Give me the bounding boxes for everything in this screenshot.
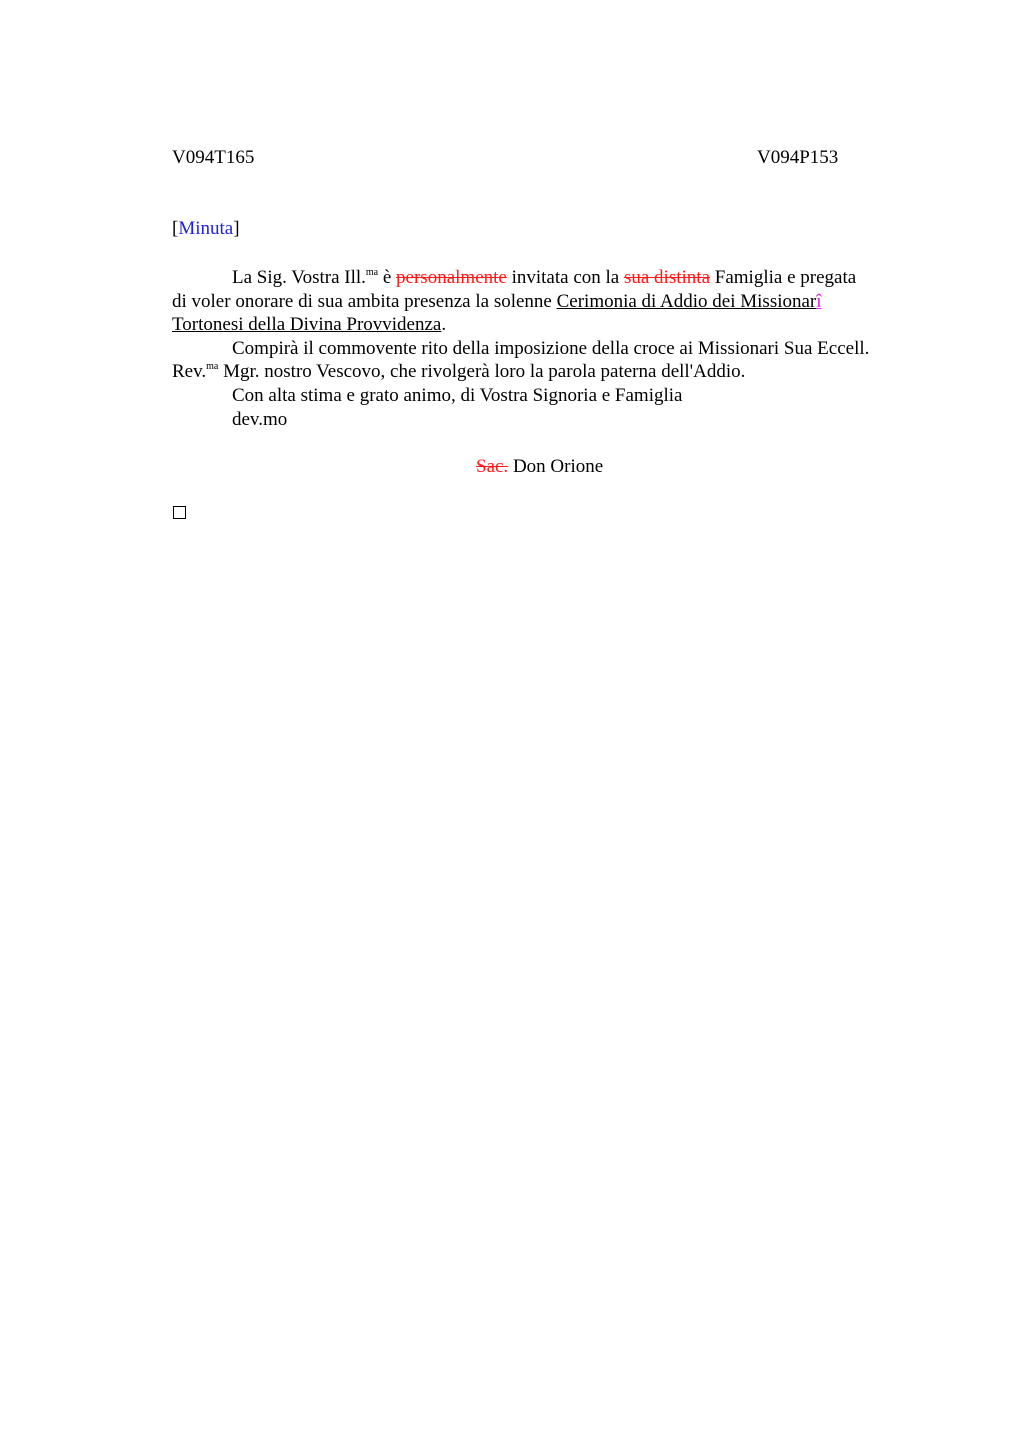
text-fragment: Mgr. nostro Vescovo, che rivolgerà loro la parola paterna dell'Addio. [218, 361, 746, 383]
underlined-title: Tortonesi della Divina Provvidenza [172, 314, 442, 336]
struck-phrase: sua distinta [623, 267, 711, 288]
paragraph2-line2 [172, 360, 932, 384]
document-code-left: V094T165 [172, 147, 255, 168]
close-bracket: ] [233, 218, 240, 239]
paragraph2-line1: Compirà il commovente rito della imposizione della croce ai Missionari Sua Eccell. [232, 337, 870, 359]
letter-body [172, 266, 932, 431]
text-fragment: . [441, 314, 447, 336]
text-fragment: La Sig. Vostra Ill. [232, 267, 366, 288]
text-fragment: è [378, 267, 397, 288]
corrected-letter: î [816, 290, 822, 312]
text-fragment: invitata con la [506, 267, 624, 288]
struck-word: personalmente [396, 267, 507, 288]
text-fragment: Rev. [172, 361, 207, 383]
text-fragment: Famiglia e pregata [710, 267, 857, 288]
open-bracket: [ [172, 218, 179, 239]
document-code-right: V094P153 [757, 147, 839, 168]
paragraph3-line1: Con alta stima e grato animo, di Vostra Signoria e Famiglia [232, 384, 683, 406]
underlined-title: Cerimonia di Addio dei Missionar [556, 290, 817, 312]
superscript: ma [365, 267, 379, 278]
minuta-label [172, 218, 240, 240]
paragraph1-line2 [172, 290, 932, 314]
superscript: ma [206, 361, 219, 373]
paragraph1-line3 [172, 313, 932, 337]
text-fragment: di voler onorare di sua ambita presenza la solenne [172, 290, 557, 312]
signature [476, 456, 603, 478]
minuta-text: Minuta [178, 218, 234, 239]
checkbox-icon [173, 506, 186, 519]
struck-title: Sac. [476, 456, 509, 477]
paragraph1-line1 [172, 266, 932, 290]
paragraph3-line2: dev.mo [232, 408, 288, 430]
signature-name: Don Orione [508, 456, 604, 477]
